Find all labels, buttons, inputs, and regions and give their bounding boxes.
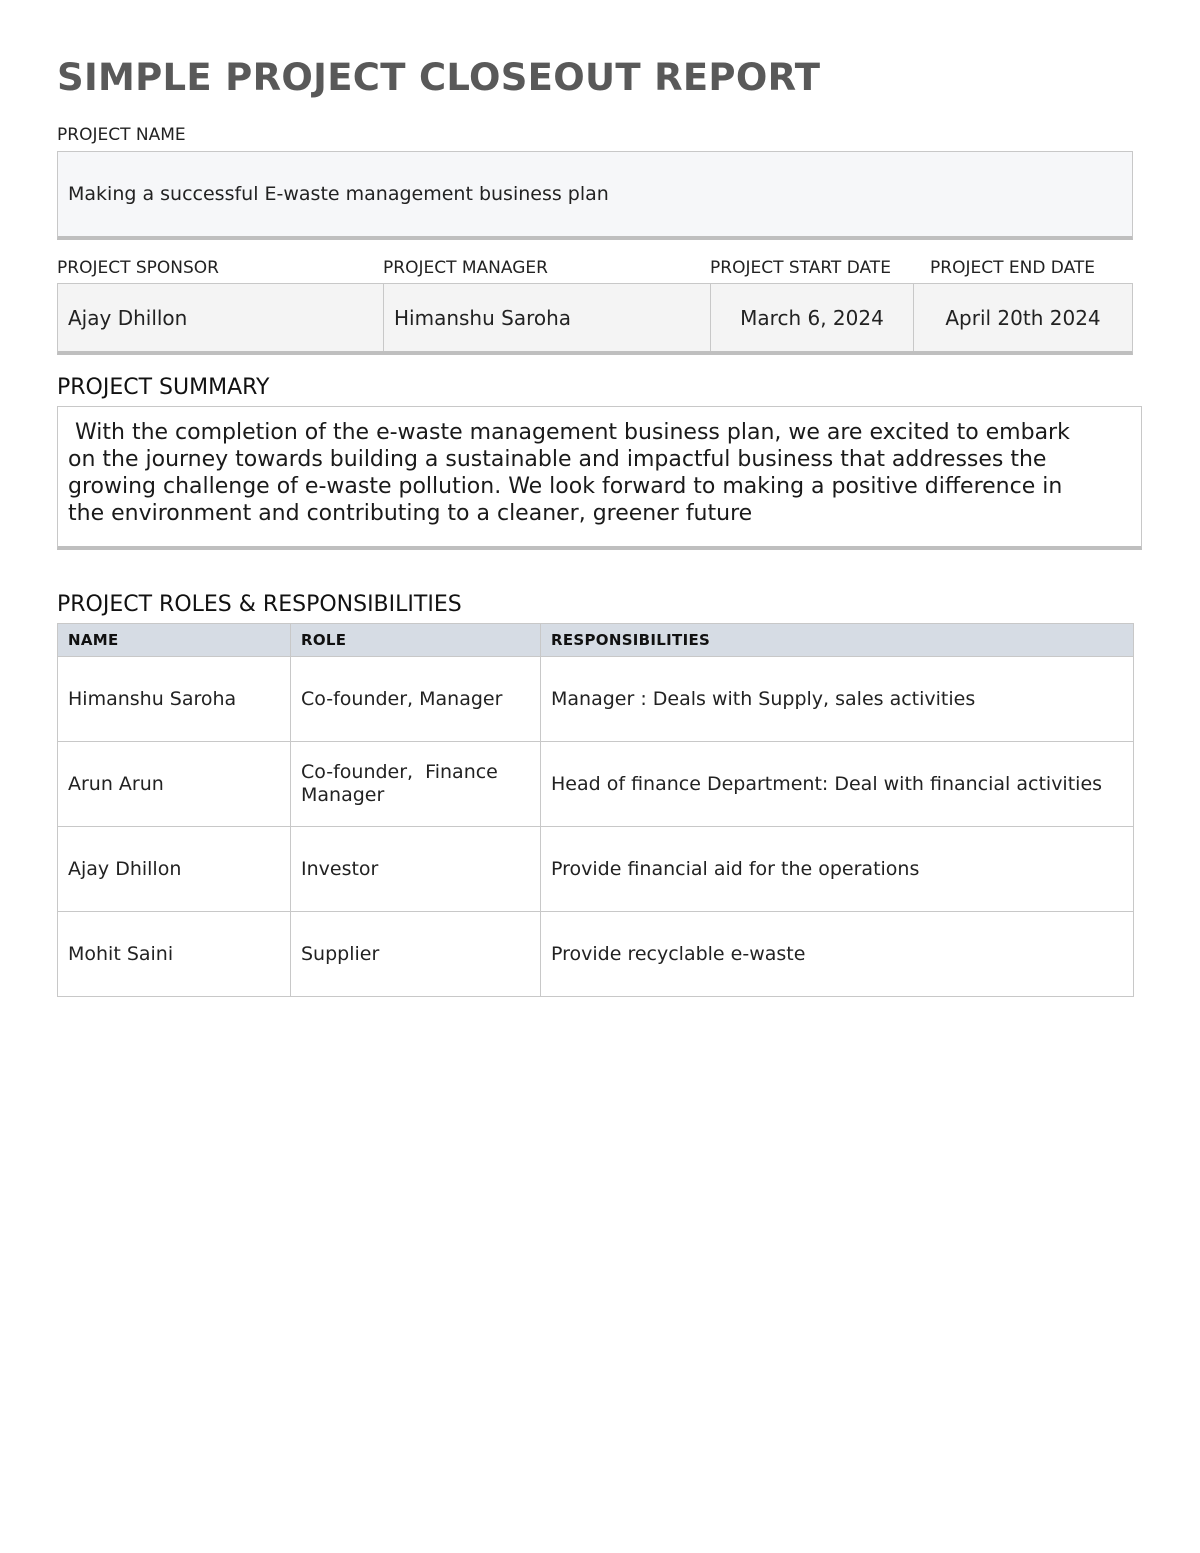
project-start-date-value: March 6, 2024 — [711, 284, 914, 351]
row-responsibilities: Provide recyclable e-waste — [541, 912, 1134, 997]
project-sponsor-value: Ajay Dhillon — [58, 284, 384, 351]
project-details-row — [57, 283, 1133, 355]
table-row — [58, 827, 1134, 912]
project-start-date-label: PROJECT START DATE — [710, 258, 891, 278]
row-name: Mohit Saini — [58, 912, 291, 997]
row-name: Ajay Dhillon — [58, 827, 291, 912]
project-manager-value: Himanshu Saroha — [384, 284, 711, 351]
column-header-name: NAME — [58, 624, 291, 657]
project-summary-heading: PROJECT SUMMARY — [57, 375, 270, 400]
row-responsibilities: Manager : Deals with Supply, sales activities — [541, 657, 1134, 742]
row-role: Co-founder, Manager — [291, 657, 541, 742]
project-end-date-label: PROJECT END DATE — [930, 258, 1096, 278]
roles-table-header — [58, 624, 1134, 657]
project-sponsor-label: PROJECT SPONSOR — [57, 258, 219, 278]
row-name: Himanshu Saroha — [58, 657, 291, 742]
row-role: Co-founder, Finance Manager — [291, 742, 541, 827]
row-name: Arun Arun — [58, 742, 291, 827]
project-summary-box — [57, 406, 1142, 550]
column-header-role: ROLE — [291, 624, 541, 657]
project-manager-label: PROJECT MANAGER — [383, 258, 548, 278]
row-responsibilities: Provide financial aid for the operations — [541, 827, 1134, 912]
project-name-label: PROJECT NAME — [57, 125, 186, 145]
project-name-field — [57, 151, 1133, 240]
roles-heading: PROJECT ROLES & RESPONSIBILITIES — [57, 592, 462, 617]
table-row — [58, 657, 1134, 742]
row-responsibilities: Head of finance Department: Deal with financial activities — [541, 742, 1134, 827]
column-header-responsibilities: RESPONSIBILITIES — [541, 624, 1134, 657]
table-row — [58, 742, 1134, 827]
roles-table — [57, 623, 1134, 997]
row-role: Supplier — [291, 912, 541, 997]
page-title: SIMPLE PROJECT CLOSEOUT REPORT — [57, 56, 821, 99]
table-row — [58, 912, 1134, 997]
project-name-value: Making a successful E-waste management business plan — [68, 183, 609, 205]
row-role: Investor — [291, 827, 541, 912]
project-end-date-value: April 20th 2024 — [945, 305, 1101, 330]
project-summary-text: With the completion of the e-waste management business plan, we are excited to embark on the journey towards building a sustainable and impactful business that addresses the growing challenge of e-waste pollution. We look forward to making a positive difference in the environment and contributing to a cleaner, greener future — [68, 420, 1077, 526]
